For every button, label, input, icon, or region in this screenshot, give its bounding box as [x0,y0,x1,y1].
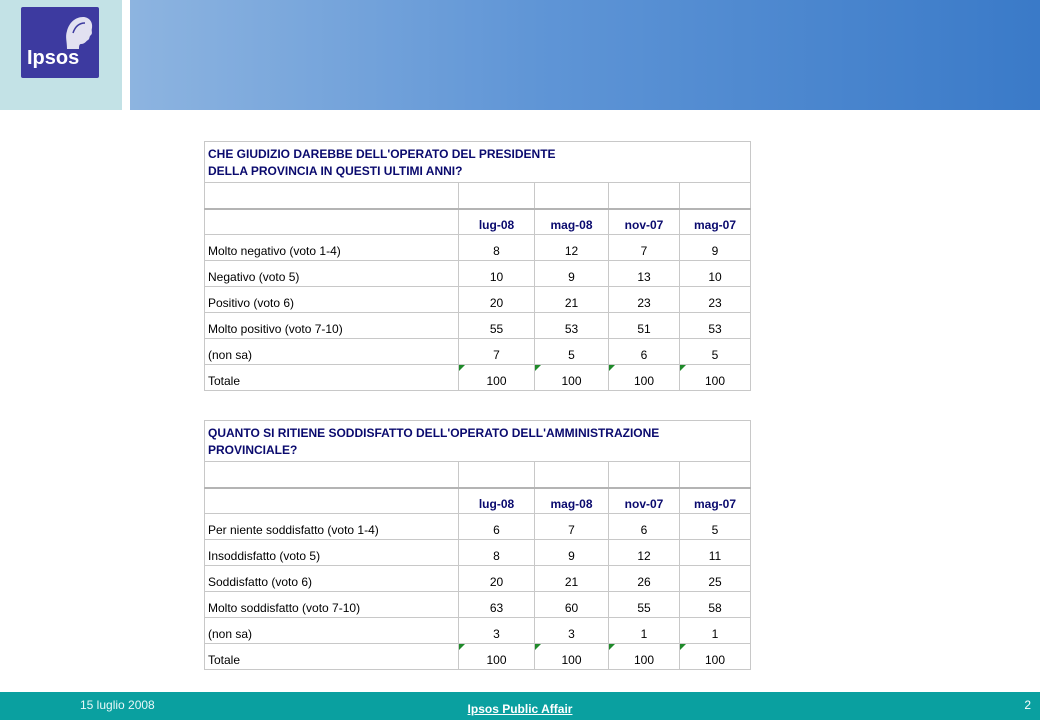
table-row-total [205,644,751,670]
cell-value: 51 [609,313,680,339]
table-row-total [205,365,751,391]
cell-value: 9 [535,261,609,287]
table-header-row [205,488,751,514]
blank-cell [609,462,680,488]
table-row [205,618,751,644]
table-row [205,339,751,365]
cell-value: 8 [459,235,535,261]
table-title-line2: DELLA PROVINCIA IN QUESTI ULTIMI ANNI? [208,164,463,178]
cell-value: 53 [680,313,751,339]
table-row [205,514,751,540]
cell-value: 55 [609,592,680,618]
table-row [205,313,751,339]
row-label: Molto positivo (voto 7-10) [205,313,459,339]
cell-value: 6 [609,339,680,365]
table-header-row [205,209,751,235]
cell-value: 9 [535,540,609,566]
blank-cell [459,183,535,209]
cell-value: 55 [459,313,535,339]
col-header: mag-07 [680,209,751,235]
page-number: 2 [1024,698,1031,712]
ipsos-logo [21,7,99,78]
row-label: (non sa) [205,618,459,644]
col-header: mag-08 [535,488,609,514]
row-label: Molto negativo (voto 1-4) [205,235,459,261]
cell-value: 6 [459,514,535,540]
table-row [205,592,751,618]
table-row [205,287,751,313]
header-empty [205,209,459,235]
blank-cell [535,183,609,209]
footer-date: 15 luglio 2008 [80,698,155,712]
cell-value: 23 [609,287,680,313]
col-header: nov-07 [609,209,680,235]
cell-value: 100 [535,644,609,670]
cell-value: 10 [459,261,535,287]
row-label: Positivo (voto 6) [205,287,459,313]
cell-value: 1 [609,618,680,644]
footer-link[interactable]: Ipsos Public Affair [467,702,573,716]
table-title [205,421,751,462]
cell-value: 100 [680,644,751,670]
cell-value: 13 [609,261,680,287]
blank-cell [609,183,680,209]
col-header: lug-08 [459,488,535,514]
cell-value: 100 [535,365,609,391]
blank-cell [680,183,751,209]
table-title-line1: QUANTO SI RITIENE SODDISFATTO DELL'OPERATO DELL'AMMINISTRAZIONE [208,426,660,440]
cell-value: 100 [609,644,680,670]
row-label: Per niente soddisfatto (voto 1-4) [205,514,459,540]
cell-value: 3 [459,618,535,644]
row-label: Totale [205,365,459,391]
blank-cell [205,183,459,209]
footer-bar [0,692,1040,720]
row-label: (non sa) [205,339,459,365]
cell-value: 6 [609,514,680,540]
blank-cell [459,462,535,488]
table-row [205,566,751,592]
cell-value: 1 [680,618,751,644]
cell-value: 12 [609,540,680,566]
cell-value: 10 [680,261,751,287]
table-row [205,540,751,566]
table-title [205,142,751,183]
cell-value: 8 [459,540,535,566]
col-header: lug-08 [459,209,535,235]
cell-value: 7 [459,339,535,365]
table-giudizio-presidente [204,141,751,391]
cell-value: 100 [609,365,680,391]
blank-cell [535,462,609,488]
header-left-panel [0,0,122,110]
cell-value: 25 [680,566,751,592]
cell-value: 53 [535,313,609,339]
row-label: Molto soddisfatto (voto 7-10) [205,592,459,618]
cell-value: 20 [459,287,535,313]
header-empty [205,488,459,514]
col-header: mag-08 [535,209,609,235]
cell-value: 21 [535,287,609,313]
cell-value: 7 [535,514,609,540]
cell-value: 5 [680,339,751,365]
blank-cell [680,462,751,488]
table-title-line2: PROVINCIALE? [208,443,298,457]
table-title-line1: CHE GIUDIZIO DAREBBE DELL'OPERATO DEL PRESIDENTE [208,147,556,161]
cell-value: 58 [680,592,751,618]
cell-value: 3 [535,618,609,644]
col-header: nov-07 [609,488,680,514]
table-row [205,235,751,261]
row-label: Totale [205,644,459,670]
cell-value: 63 [459,592,535,618]
cell-value: 9 [680,235,751,261]
cell-value: 20 [459,566,535,592]
col-header: mag-07 [680,488,751,514]
cell-value: 100 [459,365,535,391]
cell-value: 5 [535,339,609,365]
table-row [205,261,751,287]
face-silhouette-icon [57,13,95,51]
cell-value: 100 [459,644,535,670]
cell-value: 21 [535,566,609,592]
cell-value: 26 [609,566,680,592]
cell-value: 12 [535,235,609,261]
header-band [130,0,1040,110]
row-label: Insoddisfatto (voto 5) [205,540,459,566]
cell-value: 7 [609,235,680,261]
row-label: Negativo (voto 5) [205,261,459,287]
cell-value: 100 [680,365,751,391]
cell-value: 60 [535,592,609,618]
cell-value: 23 [680,287,751,313]
blank-cell [205,462,459,488]
row-label: Soddisfatto (voto 6) [205,566,459,592]
logo-text: Ipsos [27,47,80,69]
cell-value: 5 [680,514,751,540]
cell-value: 11 [680,540,751,566]
table-soddisfazione-amministrazione [204,420,751,670]
